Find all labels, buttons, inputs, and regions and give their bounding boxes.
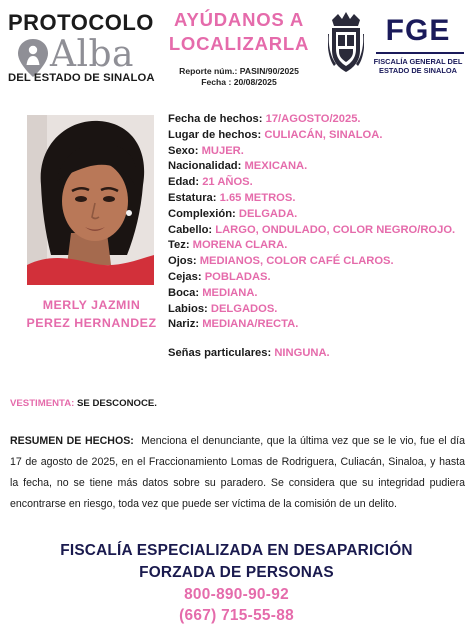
vestimenta-label: VESTIMENTA: bbox=[10, 398, 75, 409]
detail-value: POBLADAS. bbox=[204, 270, 271, 283]
footer-agency-line-1: FISCALÍA ESPECIALIZADA EN DESAPARICIÓN bbox=[60, 542, 413, 559]
detail-nariz bbox=[168, 317, 468, 333]
alba-text: Alba bbox=[50, 34, 135, 75]
vestimenta-value: SE DESCONOCE. bbox=[76, 398, 157, 409]
detail-edad bbox=[168, 175, 468, 191]
detail-value: MEDIANOS, COLOR CAFÉ CLAROS. bbox=[199, 255, 394, 268]
report-number: Reporte núm.: PASIN/90/2025 bbox=[179, 66, 299, 76]
detail-nacionalidad bbox=[168, 159, 468, 175]
person-name-line-1: MERLY JAZMIN bbox=[42, 298, 141, 312]
detail-value: CULIACÁN, SINALOA. bbox=[264, 128, 383, 141]
detail-value: 1.65 METROS. bbox=[219, 191, 296, 204]
footer-agency-line-2: FORZADA DE PERSONAS bbox=[139, 564, 334, 581]
detail-tez bbox=[168, 238, 468, 254]
detail-sexo bbox=[168, 144, 468, 160]
detail-label: Tez: bbox=[168, 239, 190, 252]
phone-number-local: (667) 715-55-88 bbox=[179, 607, 294, 624]
state-seal-icon bbox=[328, 10, 364, 76]
person-name bbox=[14, 296, 169, 332]
ayudanos-line-1: AYÚDANOS A bbox=[174, 9, 304, 30]
ayudanos-line-2: LOCALIZARLA bbox=[168, 33, 310, 54]
detail-label: Lugar de hechos: bbox=[168, 128, 262, 141]
detail-value: LARGO, ONDULADO, COLOR NEGRO/ROJO. bbox=[215, 223, 456, 236]
detail-label: Cabello: bbox=[168, 223, 213, 236]
person-details bbox=[168, 112, 468, 362]
detail-label: Complexión: bbox=[168, 207, 236, 220]
detail-boca bbox=[168, 286, 468, 302]
detail-value: DELGADOS. bbox=[210, 302, 278, 315]
detail-label: Fecha de hechos: bbox=[168, 113, 263, 125]
estado-text: DEL ESTADO DE SINALOA bbox=[8, 72, 155, 84]
detail-labios bbox=[168, 302, 468, 318]
detail-ojos bbox=[168, 254, 468, 270]
detail-value: MEDIANA/RECTA. bbox=[202, 318, 299, 331]
detail-value: MEDIANA. bbox=[202, 286, 258, 299]
detail-cabello bbox=[168, 223, 468, 239]
detail-value: MORENA CLARA. bbox=[192, 239, 288, 252]
detail-label: Nariz: bbox=[168, 318, 200, 331]
detail-complexion bbox=[168, 207, 468, 223]
fge-subtitle-line-1: FISCALÍA GENERAL DEL bbox=[373, 57, 463, 66]
fge-text: FGE bbox=[385, 14, 451, 47]
fge-logo bbox=[328, 10, 470, 80]
detail-value: 21 AÑOS. bbox=[202, 176, 253, 189]
person-name-line-2: PEREZ HERNANDEZ bbox=[26, 316, 157, 330]
detail-label: Cejas: bbox=[168, 270, 202, 283]
detail-lugar-hechos bbox=[168, 128, 468, 144]
detail-value: NINGUNA. bbox=[274, 347, 330, 360]
detail-value: MUJER. bbox=[201, 144, 244, 157]
detail-label: Nacionalidad: bbox=[168, 160, 242, 173]
vestimenta bbox=[10, 398, 157, 409]
resumen-text: Menciona el denunciante, que la última vez que se le vio, fue el día 17 de agosto de 2025, en el Fraccionamiento Lomas de Rodriguera, Culiacán, Sinaloa, y hasta la fecha, no se tiene más datos sobre su paradero. Se considera que su integridad pudiera encontrarse en riesgo, toda vez que puede ser víctima de la comisión de un delito. bbox=[10, 435, 465, 510]
detail-label: Sexo: bbox=[168, 144, 199, 157]
resumen-label: RESUMEN DE HECHOS: bbox=[10, 435, 134, 447]
alert-heading bbox=[164, 8, 314, 94]
detail-label: Ojos: bbox=[168, 255, 197, 268]
detail-senas bbox=[168, 346, 468, 362]
detail-label: Boca: bbox=[168, 286, 200, 299]
fge-divider bbox=[376, 52, 464, 54]
detail-value: 17/AGOSTO/2025. bbox=[265, 113, 361, 125]
detail-label: Labios: bbox=[168, 302, 208, 315]
person-photo bbox=[27, 115, 154, 285]
fge-subtitle bbox=[366, 57, 470, 75]
protocolo-alba-logo bbox=[8, 8, 158, 84]
detail-label: Estatura: bbox=[168, 191, 217, 204]
portrait-image bbox=[27, 115, 154, 285]
fge-subtitle-line-2: ESTADO DE SINALOA bbox=[379, 66, 457, 75]
footer-contact bbox=[0, 540, 473, 626]
phone-number-tollfree: 800-890-90-92 bbox=[184, 586, 289, 603]
detail-estatura bbox=[168, 191, 468, 207]
detail-value: MEXICANA. bbox=[244, 160, 308, 173]
resumen-de-hechos bbox=[10, 431, 465, 515]
report-date: Fecha : 20/08/2025 bbox=[201, 77, 277, 87]
detail-label: Señas particulares: bbox=[168, 347, 272, 360]
detail-value: DELGADA. bbox=[238, 207, 298, 220]
detail-fecha-hechos bbox=[168, 112, 468, 128]
protocolo-text: PROTOCOLO bbox=[8, 10, 154, 35]
detail-label: Edad: bbox=[168, 176, 200, 189]
detail-cejas bbox=[168, 270, 468, 286]
